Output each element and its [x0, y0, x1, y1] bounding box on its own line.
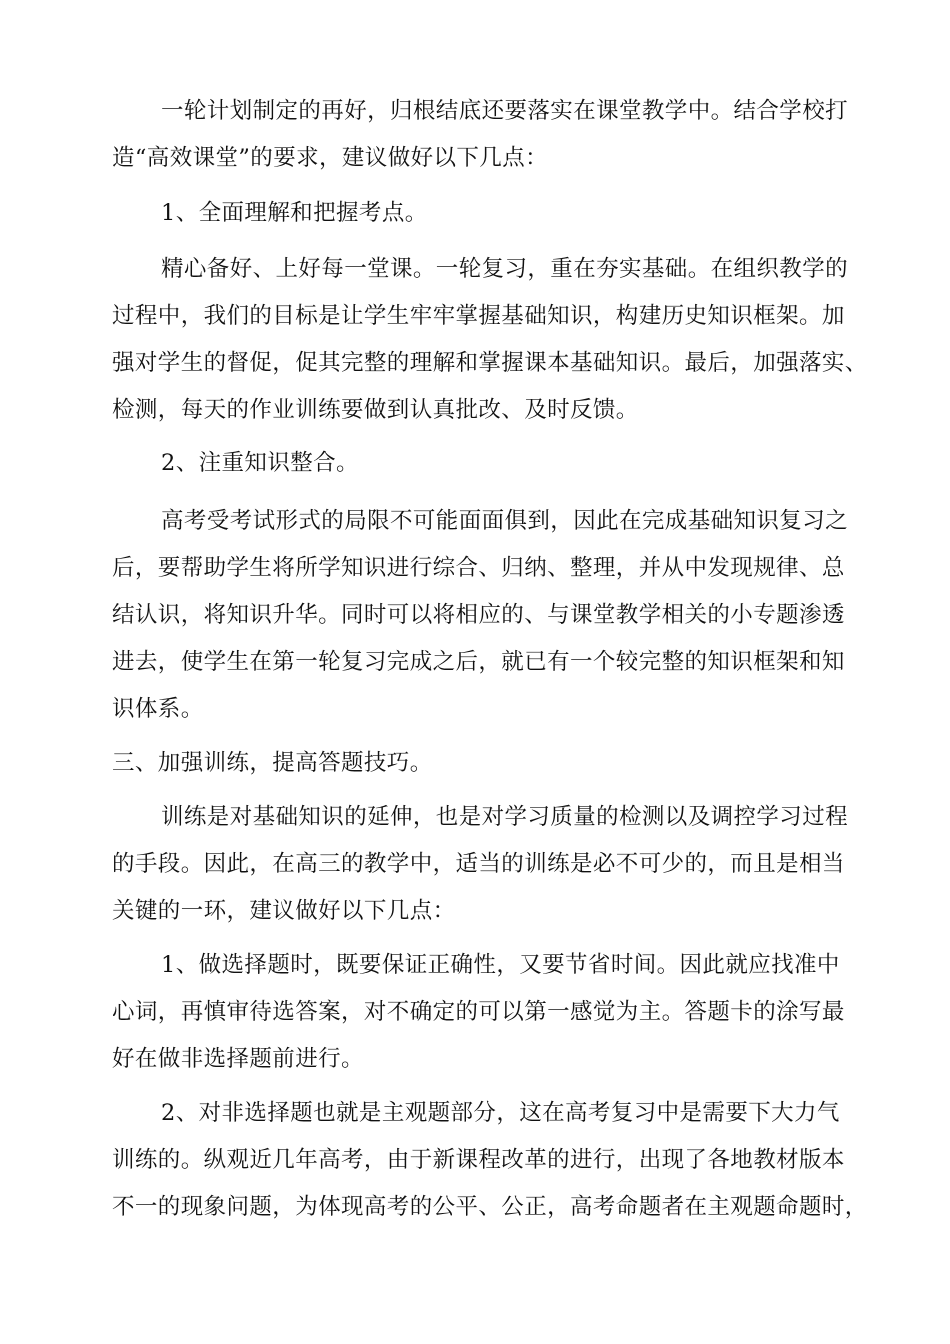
text-line: 精心备好、上好每一堂课。一轮复习，重在夯实基础。在组织教学的: [161, 256, 849, 282]
text-line: 高考受考试形式的局限不可能面面俱到，因此在完成基础知识复习之: [161, 508, 849, 534]
paragraph-intro: [112, 88, 852, 182]
paragraph-body: [112, 498, 852, 733]
subheading-2: [112, 440, 852, 487]
text-line: 1、全面理解和把握考点。: [161, 200, 428, 226]
text-line: 过程中，我们的目标是让学生牢牢掌握基础知识，构建历史知识框架。加: [112, 303, 845, 329]
text-line: 三、加强训练，提高答题技巧。: [112, 750, 433, 776]
text-line: 关键的一环，建议做好以下几点：: [112, 898, 456, 924]
text-line: 2、对非选择题也就是主观题部分，这在高考复习中是需要下大力气: [161, 1100, 840, 1126]
paragraph-body: [112, 246, 868, 434]
text-line: 的手段。因此，在高三的教学中，适当的训练是必不可少的，而且是相当: [112, 851, 845, 877]
text-line: 强对学生的督促，促其完整的理解和掌握课本基础知识。最后，加强落实、: [112, 350, 868, 376]
text-line: 好在做非选择题前进行。: [112, 1046, 364, 1072]
paragraph-body: [112, 1090, 868, 1231]
text-line: 检测，每天的作业训练要做到认真批改、及时反馈。: [112, 397, 639, 423]
text-line: 结认识，将知识升华。同时可以将相应的、与课堂教学相关的小专题渗透: [112, 602, 845, 628]
text-line: 一轮计划制定的再好，归根结底还要落实在课堂教学中。结合学校打: [161, 98, 849, 124]
paragraph-body: [112, 794, 852, 935]
text-line: 不一的现象问题，为体现高考的公平、公正，高考命题者在主观题命题时，: [112, 1194, 868, 1220]
text-line: 训练的。纵观近几年高考，由于新课程改革的进行，出现了各地教材版本: [112, 1147, 845, 1173]
text-line: 心词，再慎审待选答案，对不确定的可以第一感觉为主。答题卡的涂写最: [112, 999, 845, 1025]
text-line: 识体系。: [112, 696, 204, 722]
text-line: 后，要帮助学生将所学知识进行综合、归纳、整理，并从中发现规律、总: [112, 555, 845, 581]
section-heading: [112, 740, 852, 787]
text-line: 2、注重知识整合。: [161, 450, 359, 476]
text-line: 进去，使学生在第一轮复习完成之后，就已有一个较完整的知识框架和知: [112, 649, 845, 675]
text-line: 训练是对基础知识的延伸，也是对学习质量的检测以及调控学习过程: [161, 804, 849, 830]
text-line: 1、做选择题时，既要保证正确性，又要节省时间。因此就应找准中: [161, 952, 840, 978]
text-line: 造“高效课堂”的要求，建议做好以下几点：: [112, 145, 549, 171]
paragraph-body: [112, 942, 852, 1083]
subheading-1: [112, 190, 852, 237]
